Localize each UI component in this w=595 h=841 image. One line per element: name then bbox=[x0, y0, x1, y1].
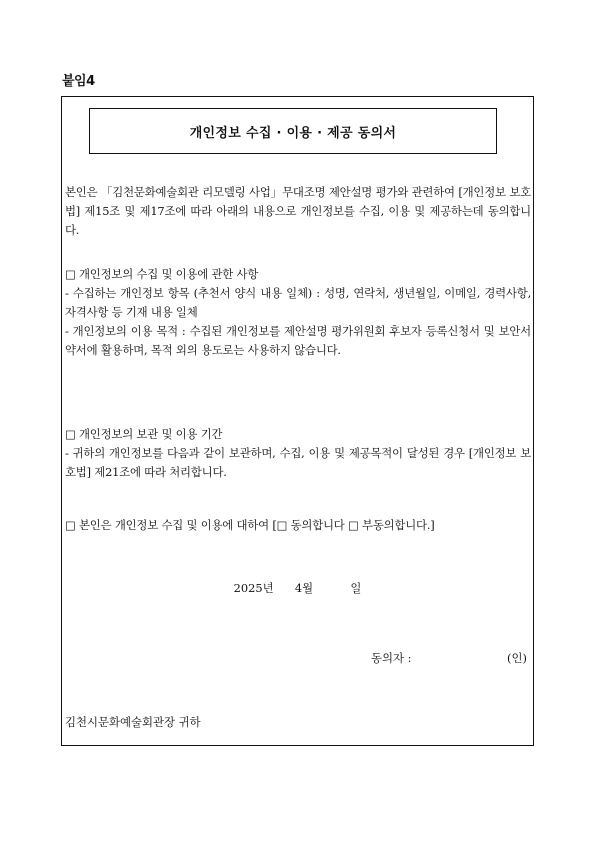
consenter-label: 동의자 : bbox=[371, 651, 412, 665]
collection-heading: □ 개인정보의 수집 및 이용에 관한 사항 bbox=[65, 267, 259, 281]
title-box bbox=[89, 108, 497, 154]
collection-items: - 수집하는 개인정보 항목 (추천서 양식 내용 일체) : 성명, 연락처, 생년월일, 이메일, 경력사항, 자격사항 등 기재 내용 일체 bbox=[65, 286, 531, 319]
addressee: 김천시문화예술회관장 귀하 bbox=[65, 715, 201, 729]
intro-text: 본인은 「김천문화예술회관 리모델링 사업」무대조명 제안설명 평가와 관련하여 [개인정보 보호법] 제15조 및 제17조에 따라 아래의 내용으로 개인정보를 수집, 이용 및 제공하는데 동의합니다. bbox=[65, 185, 531, 237]
attachment-label: 붙임4 bbox=[62, 74, 95, 89]
document-title: 개인정보 수집 · 이용 · 제공 동의서 bbox=[189, 125, 397, 141]
collection-section bbox=[65, 265, 531, 360]
date-day: 일 bbox=[350, 581, 362, 595]
date-year: 2025년 bbox=[233, 581, 274, 595]
intro-paragraph bbox=[65, 183, 531, 240]
retention-text: - 귀하의 개인정보를 다음과 같이 보관하며, 수집, 이용 및 제공목적이 달성된 경우 [개인정보 보호법] 제21조에 따라 처리합니다. bbox=[65, 446, 531, 479]
collection-purpose: - 개인정보의 이용 목적 : 수집된 개인정보를 제안설명 평가위원회 후보자 등록신청서 및 보안서약서에 활용하며, 목적 외의 용도로는 사용하지 않습니다. bbox=[65, 324, 531, 357]
retention-heading: □ 개인정보의 보관 및 이용 기간 bbox=[65, 427, 223, 441]
consent-form-frame bbox=[61, 96, 534, 746]
retention-section bbox=[65, 425, 531, 482]
seal-label: (인) bbox=[507, 651, 527, 665]
agreement-section bbox=[65, 516, 531, 535]
date-month: 4월 bbox=[294, 581, 314, 595]
date-line bbox=[62, 580, 533, 596]
agreement-text: □ 본인은 개인정보 수집 및 이용에 대하여 [□ 동의합니다 □ 부동의합니다.] bbox=[65, 518, 435, 532]
